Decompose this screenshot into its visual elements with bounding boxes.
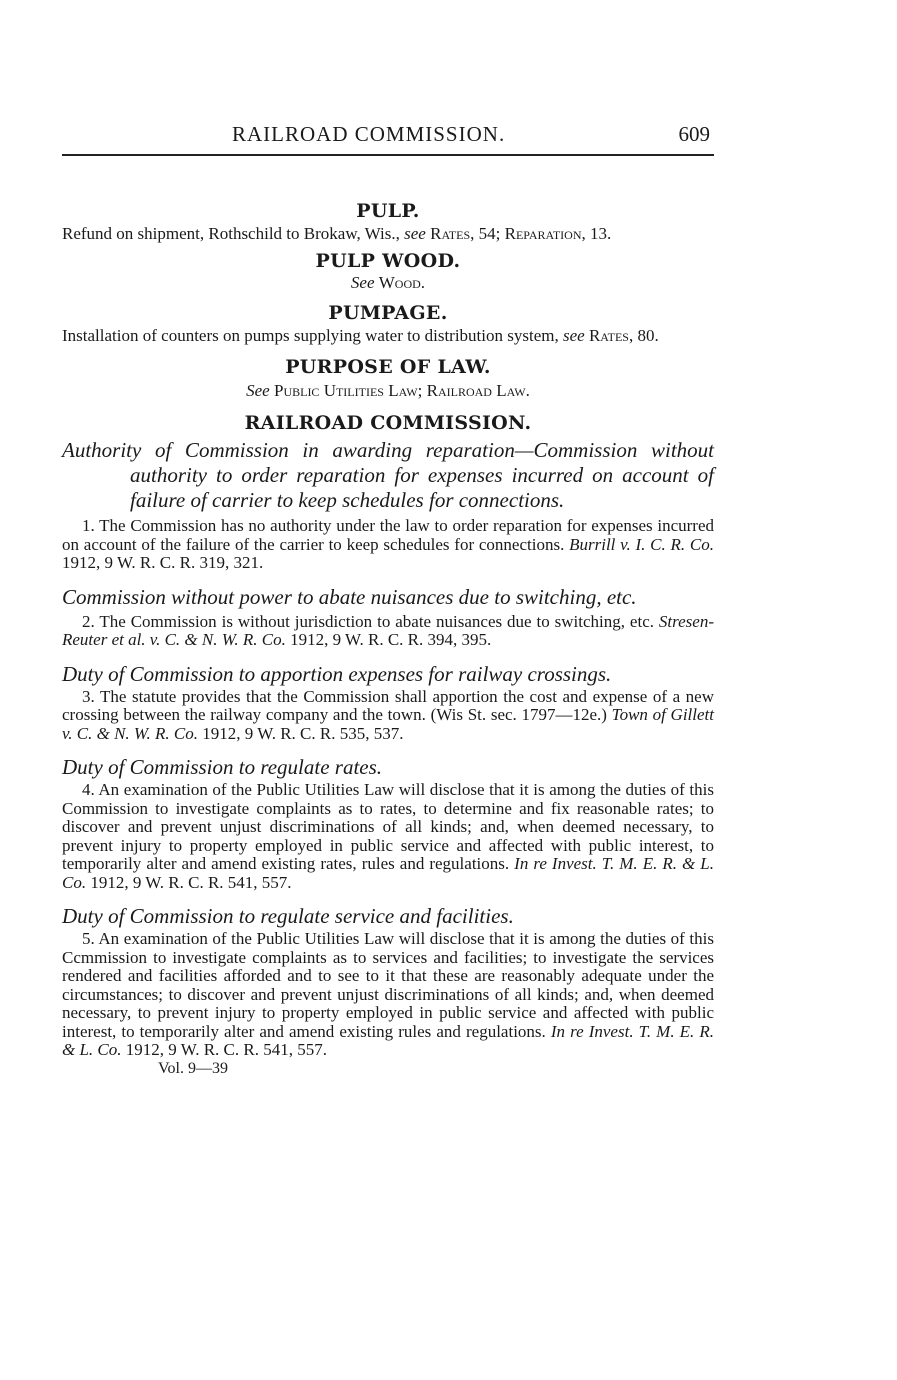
heading-pulp-wood: PULP WOOD. — [315, 249, 461, 272]
heading-purpose-of-law: PURPOSE OF LAW. — [285, 355, 491, 378]
topic-heading: Commission without power to abate nuisances due to switching, etc. — [62, 584, 637, 609]
heading-pumpage: PUMPAGE. — [328, 302, 448, 324]
topic-heading: Duty of Commission to apportion expenses for railway crossings. — [62, 661, 612, 686]
entry-pumpage: Installation of counters on pumps supplying water to distribution system, see Rates, 80. — [62, 326, 659, 345]
paragraph-4: 4. An examination of the Public Utilities Law will disclose that it is among the duties of this Commission to investigate complaints as to rates, to determine and fix reasonable rates; to discover and prevent unjust discriminations of all kinds; and, when deemed necessary, to prevent injury to property employed in public service and affected with public interest, to temporarily alter and amend existing rates, rules and regulations. In re Invest. T. M. E. R. & L. Co. 1912, 9 W. R. C. R. 541, 557. — [62, 780, 714, 892]
heading-pulp: PULP. — [356, 200, 420, 222]
running-head — [62, 118, 714, 156]
entry-purpose-of-law: See Public Utilities Law; Railroad Law. — [246, 380, 530, 400]
paragraph-5: 5. An examination of the Public Utilities Law will disclose that it is among the duties of this Ccmmission to investigate complaints as to services and facilities; to investigate the services rendered and facilities afforded and to see to it that these are reasonably adequate under the circumstances; to discover and prevent unjust discriminations of all kinds; and, when deemed necessary, to prevent injury to property employed in public service and affected with public interest, to temporarily alter and amend existing rules and regulations. In re Invest. T. M. E. R. & L. Co. 1912, 9 W. R. C. R. 541, 557. — [62, 929, 714, 1059]
topic-heading: Authority of Commission in awarding reparation—Commission without authority to order reparation for expenses incurred on account of failure of carrier to keep schedules for connections. — [62, 438, 714, 512]
paragraph-1: 1. The Commission has no authority under the law to order reparation for expenses incurred on account of the failure of the carrier to keep schedules for connections. Burrill v. I. C. R. Co. 1912, 9 W. R. C. R. 319, 321. — [62, 516, 714, 572]
topic-heading: Duty of Commission to regulate rates. — [62, 755, 383, 779]
volume-signature: Vol. 9—39 — [158, 1059, 228, 1077]
paragraph-2: 2. The Commission is without jurisdiction to abate nuisances due to switching, etc. Stresen-Reuter et al. v. C. & N. W. R. Co. 1912, 9 W. R. C. R. 394, 395. — [62, 611, 714, 649]
heading-railroad-commission: RAILROAD COMMISSION. — [244, 412, 532, 434]
page-number: 609 — [678, 122, 710, 146]
page — [62, 118, 714, 1078]
entry-pulp: Refund on shipment, Rothschild to Brokaw, Wis., see Rates, 54; Reparation, 13. — [62, 224, 612, 243]
paragraph-3: 3. The statute provides that the Commission shall apportion the cost and expense of a new crossing between the railway company and the town. (Wis St. sec. 1797—12e.) Town of Gillett v. C. & N. W. R. Co. 1912, 9 W. R. C. R. 535, 537. — [62, 686, 714, 743]
running-title: RAILROAD COMMISSION. — [232, 122, 506, 146]
topic-heading: Duty of Commission to regulate service and facilities. — [62, 904, 514, 928]
entry-pulp-wood: See Wood. — [350, 272, 426, 292]
